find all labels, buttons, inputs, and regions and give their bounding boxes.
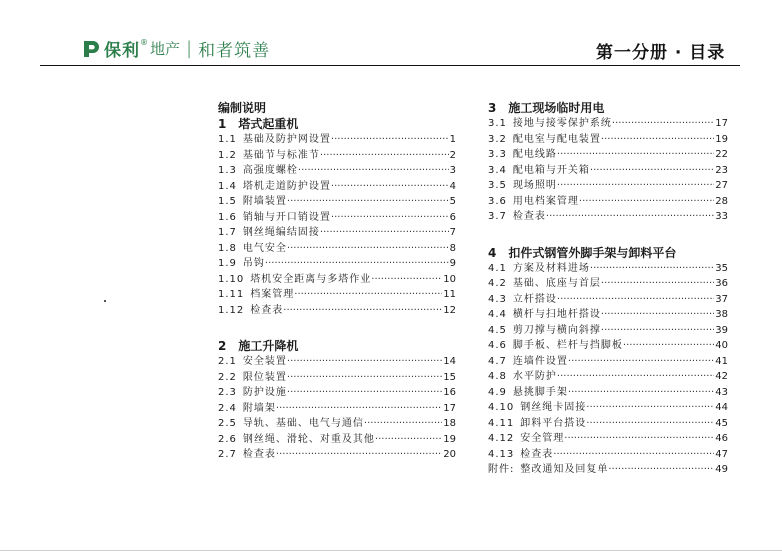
entry-number: 4.9 bbox=[488, 386, 507, 398]
entry-page: 19 bbox=[715, 133, 728, 145]
section-entries bbox=[218, 132, 456, 318]
toc-entry[interactable] bbox=[488, 116, 728, 132]
entry-page: 7 bbox=[449, 227, 456, 238]
entry-page: 28 bbox=[715, 195, 728, 207]
entry-number: 3.4 bbox=[488, 164, 507, 176]
entry-leader bbox=[294, 287, 442, 303]
entry-number: 1.2 bbox=[218, 149, 237, 161]
entry-title: 现场照明 bbox=[512, 180, 557, 191]
entry-leader bbox=[590, 163, 714, 179]
toc-entry[interactable] bbox=[218, 401, 456, 417]
toc-entry[interactable] bbox=[488, 323, 728, 339]
entry-page: 36 bbox=[715, 278, 728, 289]
entry-title: 安全装置 bbox=[242, 356, 287, 367]
entry-number: 4.13 bbox=[488, 448, 515, 460]
entry-number: 2.5 bbox=[218, 418, 237, 429]
entry-title: 电气安全 bbox=[242, 242, 287, 254]
toc-entry[interactable] bbox=[218, 225, 456, 241]
entry-number: 2.3 bbox=[218, 387, 237, 398]
entry-title: 塔机走道防护设置 bbox=[242, 180, 331, 192]
entry-title: 检查表 bbox=[242, 449, 276, 460]
entry-leader bbox=[320, 225, 449, 241]
toc-entry[interactable] bbox=[488, 292, 728, 308]
entry-leader bbox=[590, 261, 714, 277]
toc-intro[interactable]: 编制说明 bbox=[218, 101, 267, 115]
entry-title: 档案管理 bbox=[250, 289, 295, 300]
entry-leader bbox=[568, 385, 714, 401]
entry-title: 安全管理 bbox=[520, 433, 565, 444]
entry-title: 接地与接零保护系统 bbox=[512, 118, 612, 129]
poly-logo-icon bbox=[82, 39, 100, 59]
entry-title: 钢丝绳、滑轮、对重及其他 bbox=[242, 433, 375, 445]
toc-entry[interactable] bbox=[218, 194, 456, 210]
entry-number: 3.1 bbox=[488, 118, 507, 129]
page-header bbox=[0, 0, 782, 68]
entry-leader bbox=[612, 116, 714, 132]
entry-number: 2.2 bbox=[218, 371, 237, 383]
entry-leader bbox=[553, 447, 714, 463]
entry-leader bbox=[287, 385, 442, 401]
entry-leader bbox=[623, 338, 714, 354]
entry-leader bbox=[601, 323, 714, 339]
toc-entry[interactable] bbox=[488, 276, 728, 292]
entry-leader bbox=[557, 147, 714, 163]
entry-title: 塔机安全距离与多塔作业 bbox=[250, 273, 372, 285]
entry-page: 15 bbox=[443, 371, 456, 383]
entry-leader bbox=[557, 292, 714, 308]
entry-leader bbox=[265, 256, 449, 272]
entry-number: 4.12 bbox=[488, 433, 515, 444]
entry-leader bbox=[608, 462, 714, 478]
entry-number: 2.4 bbox=[218, 402, 237, 414]
toc-entry[interactable] bbox=[218, 210, 456, 226]
toc-entry[interactable] bbox=[218, 132, 456, 148]
toc-entry[interactable] bbox=[488, 431, 728, 447]
entry-page: 46 bbox=[715, 433, 728, 444]
entry-page: 37 bbox=[715, 293, 728, 305]
toc-entry[interactable] bbox=[488, 400, 728, 416]
entry-page: 8 bbox=[449, 242, 456, 254]
entry-leader bbox=[557, 178, 714, 194]
toc-entry[interactable] bbox=[218, 148, 456, 164]
footer-rule bbox=[0, 550, 782, 551]
entry-number: 1.12 bbox=[218, 304, 245, 316]
entry-page: 33 bbox=[715, 211, 728, 222]
entry-number: 3.6 bbox=[488, 195, 507, 207]
entry-number: 1.3 bbox=[218, 165, 237, 176]
entry-number: 1.10 bbox=[218, 273, 245, 285]
entry-page: 10 bbox=[443, 273, 456, 285]
section-entries bbox=[218, 354, 456, 463]
entry-leader bbox=[579, 194, 714, 210]
entry-title: 检查表 bbox=[520, 448, 554, 460]
toc-left-column bbox=[218, 100, 456, 463]
toc-entry[interactable] bbox=[488, 338, 728, 354]
toc-entry[interactable] bbox=[488, 462, 728, 478]
entry-title: 基础及防护网设置 bbox=[242, 134, 331, 145]
entry-number: 4.5 bbox=[488, 324, 507, 336]
toc-entry[interactable] bbox=[218, 354, 456, 370]
entry-number: 附件: bbox=[488, 464, 515, 475]
entry-title: 脚手板、栏杆与挡脚板 bbox=[512, 340, 623, 351]
entry-title: 连墙件设置 bbox=[512, 355, 568, 367]
entry-page: 49 bbox=[715, 464, 728, 475]
logo-registered-mark: ® bbox=[140, 38, 148, 47]
entry-title: 卸料平台搭设 bbox=[520, 417, 587, 429]
entry-leader bbox=[276, 401, 442, 417]
toc-entry[interactable] bbox=[488, 147, 728, 163]
entry-leader bbox=[331, 210, 449, 226]
logo-divider: | bbox=[186, 38, 193, 59]
entry-title: 配电室与配电装置 bbox=[512, 133, 601, 145]
entry-number: 3.7 bbox=[488, 211, 507, 222]
entry-page: 1 bbox=[449, 134, 456, 145]
entry-number: 1.7 bbox=[218, 227, 237, 238]
entry-number: 1.11 bbox=[218, 289, 245, 300]
entry-page: 42 bbox=[715, 371, 728, 382]
entry-page: 45 bbox=[715, 417, 728, 429]
stray-mark bbox=[104, 300, 106, 302]
page-title: 第一分册 · 目录 bbox=[596, 43, 726, 63]
entry-page: 44 bbox=[715, 402, 728, 413]
toc-entry[interactable] bbox=[218, 163, 456, 179]
entry-page: 35 bbox=[715, 262, 728, 274]
entry-number: 4.8 bbox=[488, 371, 507, 382]
entry-leader bbox=[601, 132, 714, 148]
entry-page: 9 bbox=[449, 258, 456, 269]
entry-page: 3 bbox=[449, 165, 456, 176]
entry-page: 11 bbox=[443, 289, 456, 300]
entry-leader bbox=[546, 209, 714, 225]
entry-title: 检查表 bbox=[250, 304, 284, 316]
entry-leader bbox=[287, 241, 449, 257]
entry-leader bbox=[283, 303, 442, 319]
entry-page: 5 bbox=[449, 196, 456, 207]
entry-title: 配电线路 bbox=[512, 149, 557, 160]
toc-entry[interactable] bbox=[218, 447, 456, 463]
entry-leader bbox=[331, 179, 449, 195]
entry-number: 4.7 bbox=[488, 355, 507, 367]
entry-page: 2 bbox=[449, 149, 456, 161]
entry-title: 防护设施 bbox=[242, 387, 287, 398]
toc-entry[interactable] bbox=[488, 369, 728, 385]
header-rule bbox=[40, 65, 740, 66]
toc-entry[interactable] bbox=[488, 209, 728, 225]
entry-title: 钢丝绳卡固接 bbox=[520, 402, 587, 413]
entry-title: 配电箱与开关箱 bbox=[512, 164, 590, 176]
toc-entry[interactable] bbox=[218, 241, 456, 257]
entry-title: 导轨、基础、电气与通信 bbox=[242, 418, 364, 429]
toc-entry[interactable] bbox=[488, 132, 728, 148]
toc-entry[interactable] bbox=[488, 163, 728, 179]
entry-page: 4 bbox=[449, 180, 456, 192]
entry-page: 6 bbox=[449, 211, 456, 223]
section-title[interactable]: 4 扣件式钢管外脚手架与卸料平台 bbox=[488, 245, 677, 260]
entry-page: 12 bbox=[443, 304, 456, 316]
toc-entry[interactable] bbox=[218, 272, 456, 288]
logo-slogan: 和者筑善 bbox=[198, 41, 271, 61]
toc-entry[interactable] bbox=[218, 303, 456, 319]
toc-entry[interactable] bbox=[218, 256, 456, 272]
section-title[interactable]: 3 施工现场临时用电 bbox=[488, 101, 605, 115]
entry-page: 18 bbox=[443, 418, 456, 429]
entry-leader bbox=[601, 307, 714, 323]
entry-title: 吊钩 bbox=[242, 258, 265, 269]
entry-page: 27 bbox=[715, 180, 728, 191]
toc-entry[interactable] bbox=[488, 385, 728, 401]
entry-page: 17 bbox=[443, 402, 456, 414]
entry-leader bbox=[557, 369, 714, 385]
entry-leader bbox=[568, 354, 714, 370]
toc-entry[interactable] bbox=[488, 354, 728, 370]
toc-entry[interactable] bbox=[218, 179, 456, 195]
entry-title: 限位装置 bbox=[242, 371, 287, 383]
toc-entry[interactable] bbox=[488, 447, 728, 463]
entry-leader bbox=[364, 416, 442, 432]
entry-title: 悬挑脚手架 bbox=[512, 386, 568, 398]
entry-page: 16 bbox=[443, 387, 456, 398]
entry-number: 1.1 bbox=[218, 134, 237, 145]
entry-number: 1.5 bbox=[218, 196, 237, 207]
entry-number: 4.10 bbox=[488, 402, 515, 413]
entry-title: 用电档案管理 bbox=[512, 195, 579, 207]
entry-page: 43 bbox=[715, 386, 728, 398]
toc-entry[interactable] bbox=[488, 307, 728, 323]
toc-entry[interactable] bbox=[488, 194, 728, 210]
entry-leader bbox=[601, 276, 714, 292]
entry-number: 1.8 bbox=[218, 242, 237, 254]
entry-number: 4.11 bbox=[488, 417, 515, 429]
entry-leader bbox=[564, 431, 714, 447]
entry-page: 14 bbox=[443, 356, 456, 367]
entry-leader bbox=[331, 132, 449, 148]
entry-number: 2.6 bbox=[218, 433, 237, 445]
entry-page: 23 bbox=[715, 164, 728, 176]
entry-number: 4.3 bbox=[488, 293, 507, 305]
entry-title: 剪刀撑与横向斜撑 bbox=[512, 324, 601, 336]
entry-leader bbox=[320, 148, 449, 164]
entry-title: 基础节与标准节 bbox=[242, 149, 320, 161]
section-entries bbox=[488, 261, 728, 478]
entry-leader bbox=[586, 416, 714, 432]
entry-leader bbox=[371, 272, 442, 288]
entry-page: 38 bbox=[715, 309, 728, 320]
entry-number: 4.4 bbox=[488, 309, 507, 320]
toc-entry[interactable] bbox=[218, 416, 456, 432]
toc-entry[interactable] bbox=[488, 416, 728, 432]
toc-right-column bbox=[488, 100, 728, 478]
entry-number: 2.1 bbox=[218, 356, 237, 367]
entry-title: 方案及材料进场 bbox=[512, 262, 590, 274]
entry-title: 附墙装置 bbox=[242, 196, 287, 207]
entry-title: 横杆与扫地杆搭设 bbox=[512, 309, 601, 320]
entry-page: 22 bbox=[715, 149, 728, 160]
entry-title: 销轴与开口销设置 bbox=[242, 211, 331, 223]
toc-entry[interactable] bbox=[488, 261, 728, 277]
entry-page: 20 bbox=[443, 449, 456, 460]
entry-number: 3.5 bbox=[488, 180, 507, 191]
entry-page: 41 bbox=[715, 355, 728, 367]
toc-entry[interactable] bbox=[218, 370, 456, 386]
entry-title: 附墙架 bbox=[242, 402, 276, 414]
entry-title: 检查表 bbox=[512, 211, 546, 222]
entry-title: 整改通知及回复单 bbox=[520, 464, 609, 475]
entry-page: 17 bbox=[715, 118, 728, 129]
entry-number: 1.6 bbox=[218, 211, 237, 223]
entry-leader bbox=[586, 400, 714, 416]
entry-number: 4.1 bbox=[488, 262, 507, 274]
entry-number: 1.9 bbox=[218, 258, 237, 269]
entry-number: 4.2 bbox=[488, 278, 507, 289]
toc-entry[interactable] bbox=[218, 287, 456, 303]
entry-title: 立杆搭设 bbox=[512, 293, 557, 305]
toc-entry[interactable] bbox=[218, 432, 456, 448]
logo-brand-sub: 地产 bbox=[150, 40, 181, 58]
entry-page: 47 bbox=[715, 448, 728, 460]
entry-leader bbox=[298, 163, 449, 179]
entry-number: 1.4 bbox=[218, 180, 237, 192]
toc-entry[interactable] bbox=[218, 385, 456, 401]
entry-leader bbox=[375, 432, 442, 448]
entry-leader bbox=[287, 370, 442, 386]
entry-page: 19 bbox=[443, 433, 456, 445]
entry-leader bbox=[287, 194, 449, 210]
section-title[interactable]: 1 塔式起重机 bbox=[218, 117, 299, 131]
poly-logo bbox=[82, 36, 270, 61]
entry-title: 基础、底座与首层 bbox=[512, 278, 601, 289]
entry-number: 3.3 bbox=[488, 149, 507, 160]
entry-title: 高强度螺栓 bbox=[242, 165, 298, 176]
toc-entry[interactable] bbox=[488, 178, 728, 194]
entry-number: 2.7 bbox=[218, 449, 237, 460]
entry-number: 3.2 bbox=[488, 133, 507, 145]
section-title[interactable]: 2 施工升降机 bbox=[218, 339, 299, 353]
entry-page: 40 bbox=[715, 340, 728, 351]
logo-brand: 保利 bbox=[104, 41, 140, 61]
section-entries bbox=[488, 116, 728, 225]
entry-leader bbox=[276, 447, 442, 463]
entry-title: 水平防护 bbox=[512, 371, 557, 382]
entry-number: 4.6 bbox=[488, 340, 507, 351]
entry-page: 39 bbox=[715, 324, 728, 336]
entry-leader bbox=[287, 354, 442, 370]
entry-title: 钢丝绳编结固接 bbox=[242, 227, 320, 238]
